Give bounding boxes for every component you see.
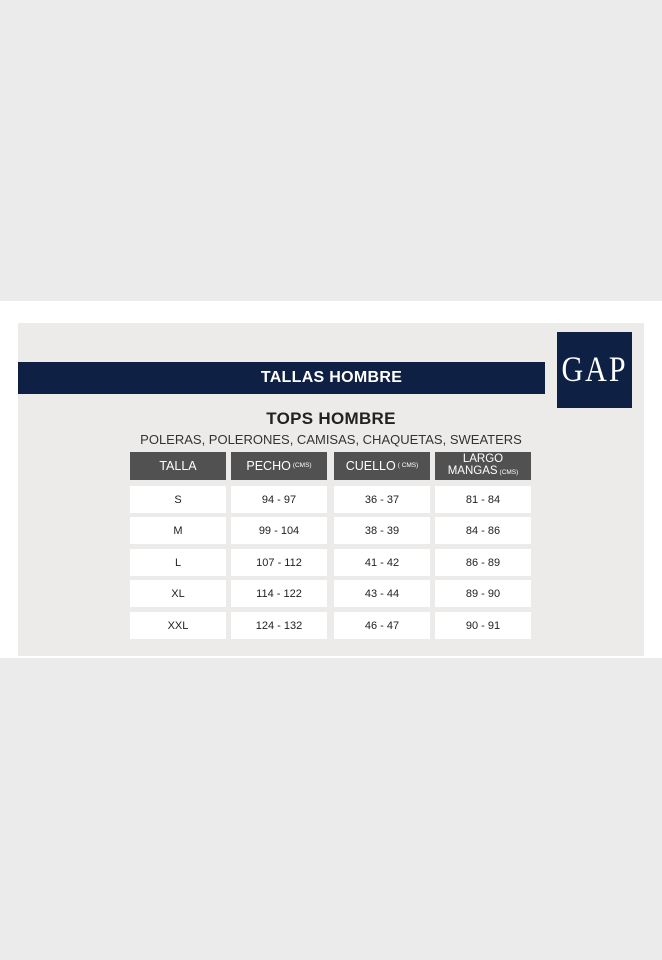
- cell-cuello: 41 - 42: [334, 549, 430, 576]
- header-pecho: [231, 452, 327, 480]
- cell-largo-mangas: 84 - 86: [435, 517, 531, 544]
- table-row: [0, 549, 662, 576]
- cell-cuello: 43 - 44: [334, 580, 430, 607]
- cell-largo-mangas: 86 - 89: [435, 549, 531, 576]
- cell-largo-mangas: 90 - 91: [435, 612, 531, 639]
- cell-pecho: 124 - 132: [231, 612, 327, 639]
- cell-talla: XL: [130, 580, 226, 607]
- table-row: [0, 580, 662, 607]
- cell-talla: XXL: [130, 612, 226, 639]
- table-header-row: [0, 452, 662, 480]
- gap-logo-text: GAP: [561, 349, 628, 390]
- header-largo-mangas: [435, 452, 531, 480]
- header-talla-label: TALLA: [159, 459, 197, 473]
- header-largo-label: LARGO: [462, 453, 504, 465]
- title-bar: [18, 362, 545, 394]
- cell-pecho: 107 - 112: [231, 549, 327, 576]
- table-row: [0, 486, 662, 513]
- cell-cuello: 36 - 37: [334, 486, 430, 513]
- cell-talla: M: [130, 517, 226, 544]
- section-heading: TOPS HOMBRE: [266, 409, 396, 428]
- cell-cuello: 46 - 47: [334, 612, 430, 639]
- header-cuello: [334, 452, 430, 480]
- header-cuello-unit: ( CMS): [397, 462, 419, 469]
- cell-pecho: 114 - 122: [231, 580, 327, 607]
- header-cuello-label: CUELLO: [345, 459, 396, 473]
- header-talla: [130, 452, 226, 480]
- table-row: [0, 612, 662, 639]
- cell-talla: L: [130, 549, 226, 576]
- cell-pecho: 94 - 97: [231, 486, 327, 513]
- header-pecho-unit: (CMS): [292, 462, 312, 469]
- table-row: [0, 517, 662, 544]
- gap-logo: [557, 332, 632, 408]
- cell-cuello: 38 - 39: [334, 517, 430, 544]
- title-text: TALLAS HOMBRE: [260, 369, 403, 386]
- section-subheading: POLERAS, POLERONES, CAMISAS, CHAQUETAS, SWEATERS: [140, 432, 522, 447]
- cell-largo-mangas: 81 - 84: [435, 486, 531, 513]
- cell-largo-mangas: 89 - 90: [435, 580, 531, 607]
- header-mangas-label: MANGAS: [447, 465, 498, 477]
- header-pecho-label: PECHO: [246, 459, 291, 473]
- cell-talla: S: [130, 486, 226, 513]
- cell-pecho: 99 - 104: [231, 517, 327, 544]
- header-mangas-unit: (CMS): [499, 469, 519, 476]
